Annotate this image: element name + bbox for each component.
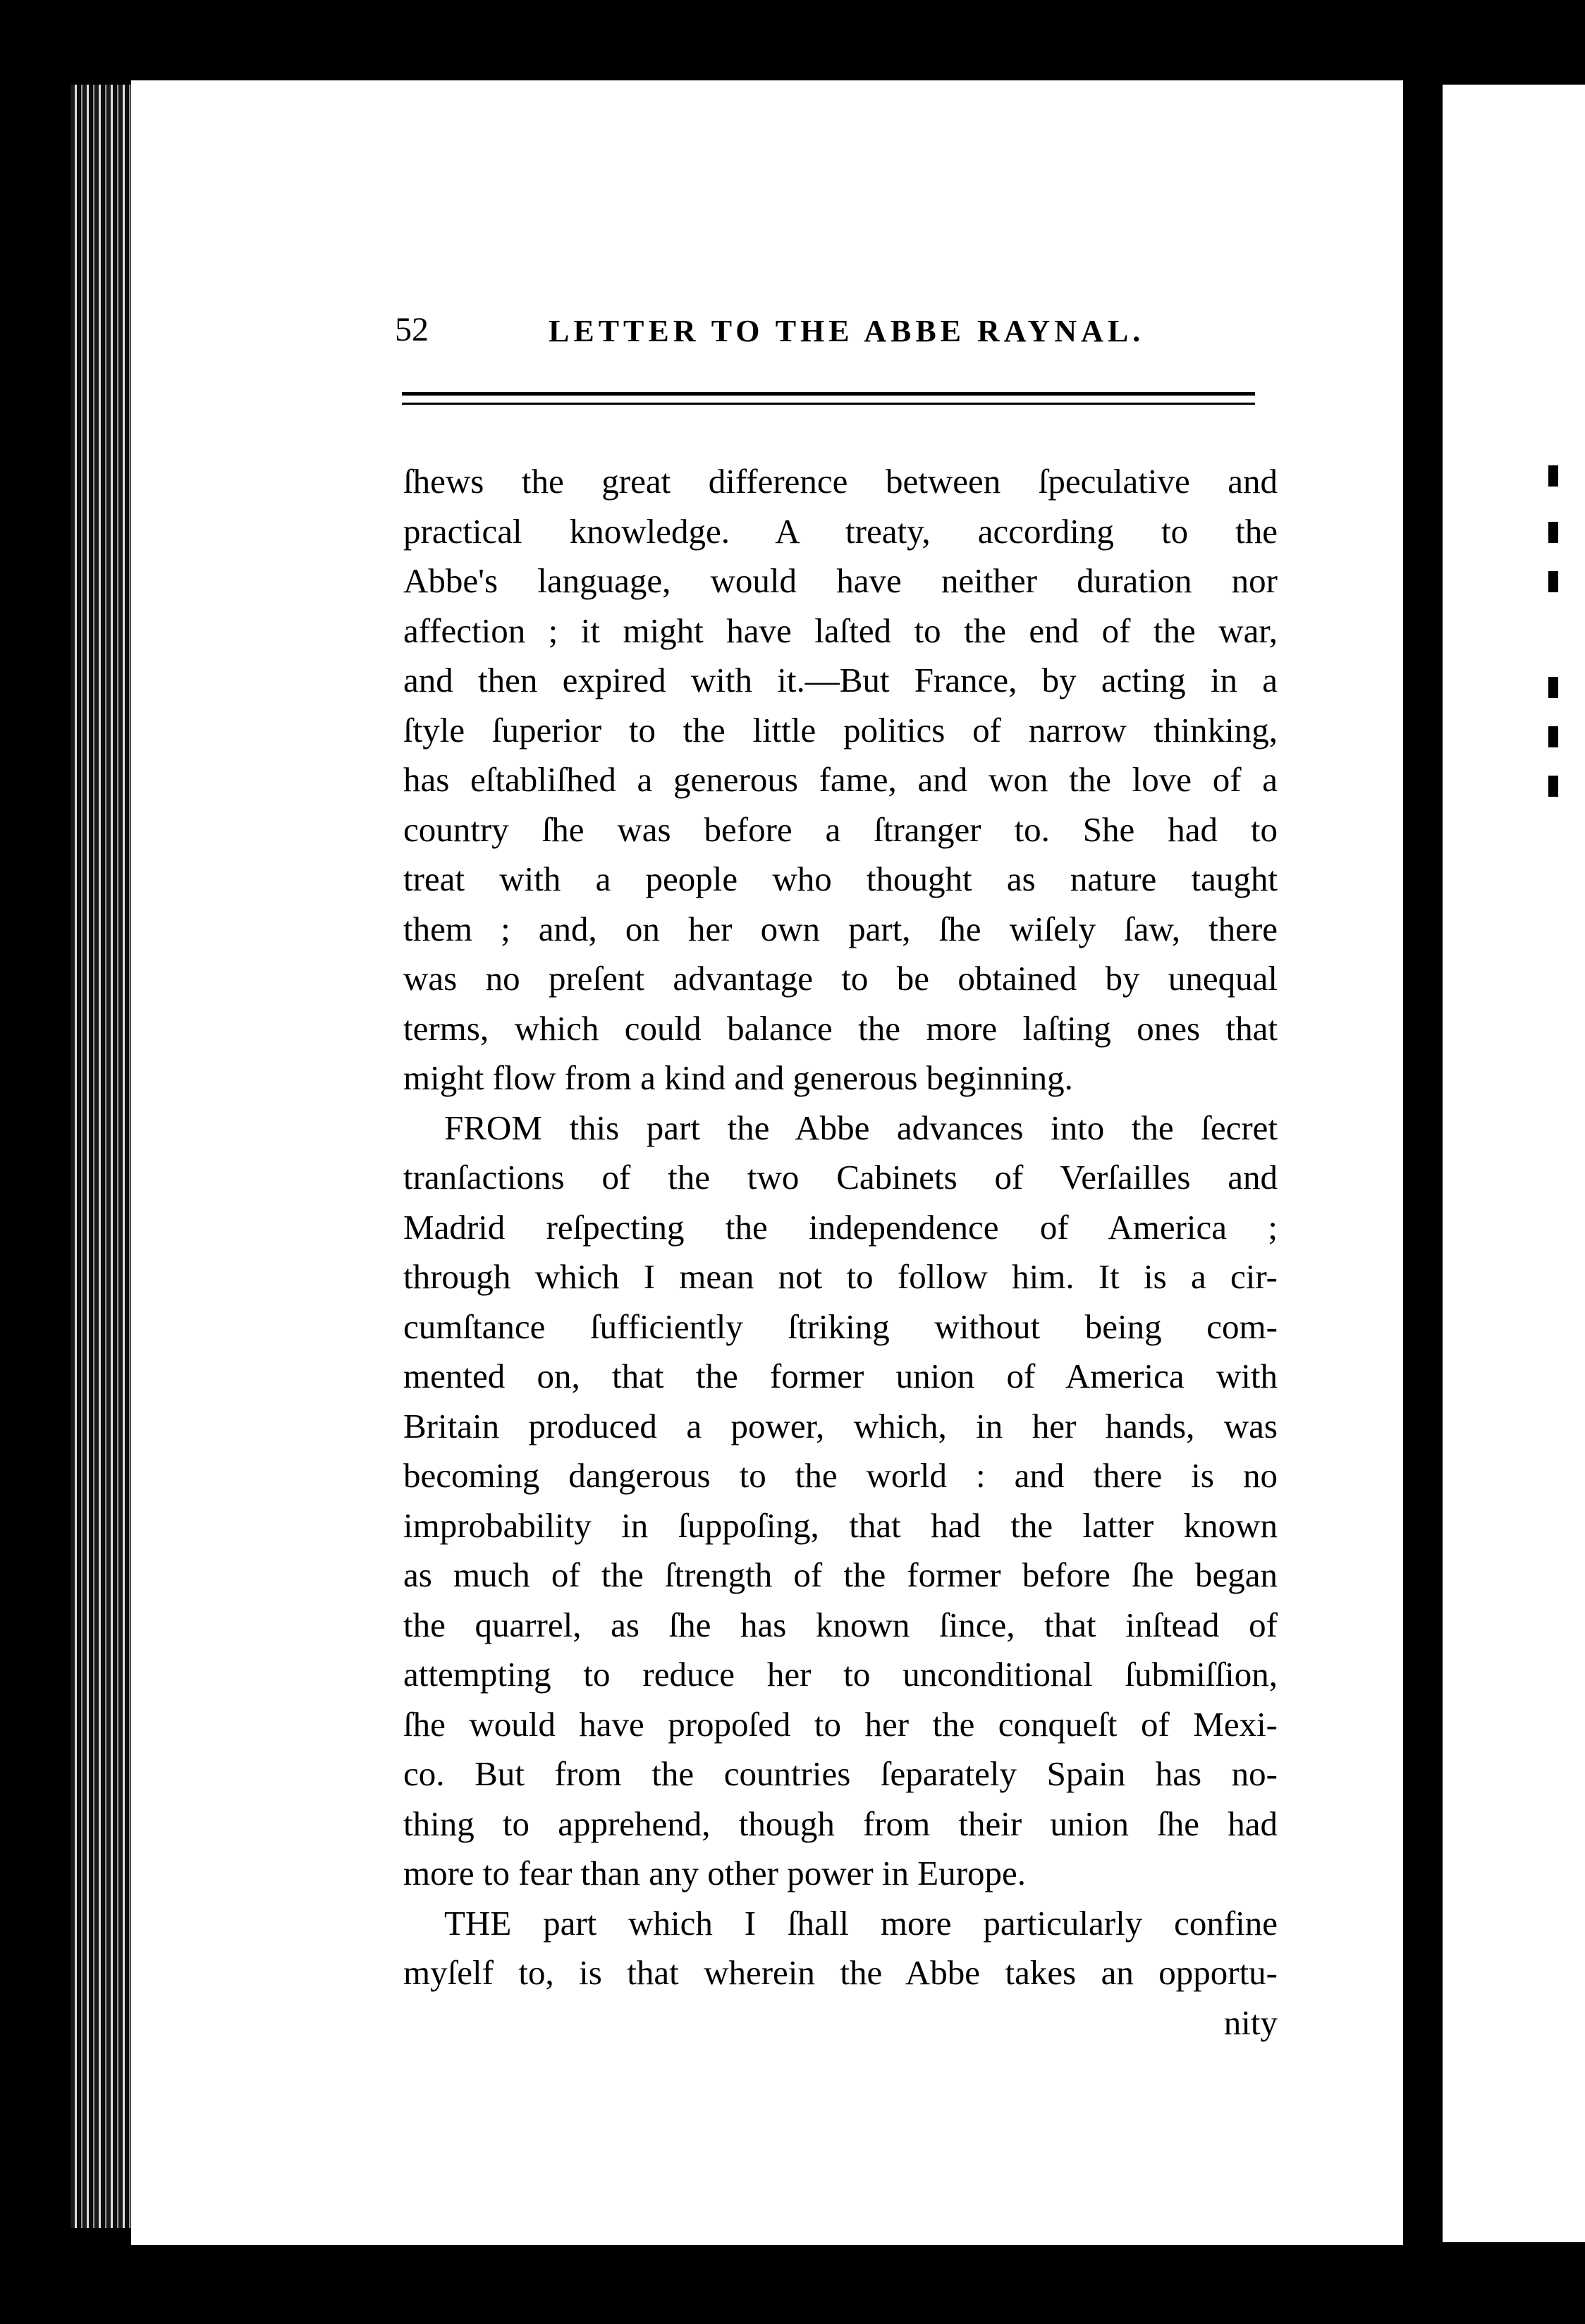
page-body-text <box>403 457 1278 2048</box>
paragraph-end-line: might flow from a kind and generous beginning. <box>403 1058 1073 1097</box>
facing-page-edge <box>1443 85 1585 2242</box>
catchword: nity <box>1223 2002 1278 2042</box>
facing-page-mark <box>1548 522 1558 543</box>
text-line: them ; and, on her own part, ſhe wiſely ſaw, there <box>403 909 1278 948</box>
running-title: LETTER TO THE ABBE RAYNAL. <box>549 314 1145 348</box>
text-line: Abbe's language, would have neither duration nor <box>403 561 1278 600</box>
text-line: tranſactions of the two Cabinets of Verſailles and <box>403 1158 1278 1197</box>
text-line: Madrid reſpecting the independence of America ; <box>403 1207 1278 1247</box>
facing-page-mark <box>1548 726 1558 747</box>
text-line: Britain produced a power, which, in her hands, was <box>403 1406 1278 1445</box>
text-line: and then expired with it.—But France, by acting in a <box>403 661 1278 699</box>
text-line: attempting to reduce her to unconditional ſubmiſſion, <box>403 1655 1278 1694</box>
text-line: cumſtance ſufficiently ſtriking without being com- <box>403 1307 1278 1346</box>
text-line: terms, which could balance the more laſting ones that <box>403 1008 1278 1048</box>
head-rule-thin <box>402 403 1255 405</box>
paragraph-end-line: more to fear than any other power in Europe. <box>403 1854 1027 1892</box>
paragraph-first-line: FROM this part the Abbe advances into the ſecret <box>444 1108 1278 1147</box>
facing-page-mark <box>1548 776 1558 797</box>
text-line: co. But from the countries ſeparately Spain has no- <box>403 1754 1278 1793</box>
text-line: was no preſent advantage to be obtained by unequal <box>403 959 1278 998</box>
text-line: country ſhe was before a ſtranger to. She had to <box>403 809 1278 849</box>
head-rule-thick <box>402 392 1255 396</box>
text-line: ſhe would have propoſed to her the conqueſt of Mexi- <box>403 1704 1278 1744</box>
paragraph-first-line: THE part which I ſhall more particularly confine <box>444 1903 1278 1943</box>
facing-page-mark <box>1548 677 1558 698</box>
text-line: mented on, that the former union of America with <box>403 1357 1278 1395</box>
text-line: affection ; it might have laſted to the end of the war, <box>403 611 1278 650</box>
text-line: myſelf to, is that wherein the Abbe takes an opportu- <box>403 1953 1278 1992</box>
text-line: through which I mean not to follow him. It is a cir- <box>403 1257 1278 1296</box>
facing-page-mark <box>1548 465 1558 487</box>
text-line: ſhews the great difference between ſpeculative and <box>403 462 1278 501</box>
text-line: thing to apprehend, though from their union ſhe had <box>403 1804 1278 1843</box>
left-page-edges <box>71 85 141 2228</box>
text-line: has eſtabliſhed a generous fame, and won the love of a <box>403 760 1278 799</box>
text-line: as much of the ſtrength of the former before ſhe began <box>403 1555 1278 1594</box>
text-line: practical knowledge. A treaty, according to the <box>403 511 1278 551</box>
text-line: treat with a people who thought as nature taught <box>403 860 1278 898</box>
text-line: becoming dangerous to the world : and there is no <box>403 1456 1278 1495</box>
text-line: ſtyle ſuperior to the little politics of narrow thinking, <box>403 710 1278 750</box>
page-number: 52 <box>395 311 429 348</box>
text-line: the quarrel, as ſhe has known ſince, that inſtead of <box>403 1605 1278 1644</box>
running-head <box>395 310 1290 360</box>
facing-page-mark <box>1548 571 1558 592</box>
text-line: improbability in ſuppoſing, that had the latter known <box>403 1505 1278 1545</box>
binding-shadow <box>1419 92 1443 2235</box>
